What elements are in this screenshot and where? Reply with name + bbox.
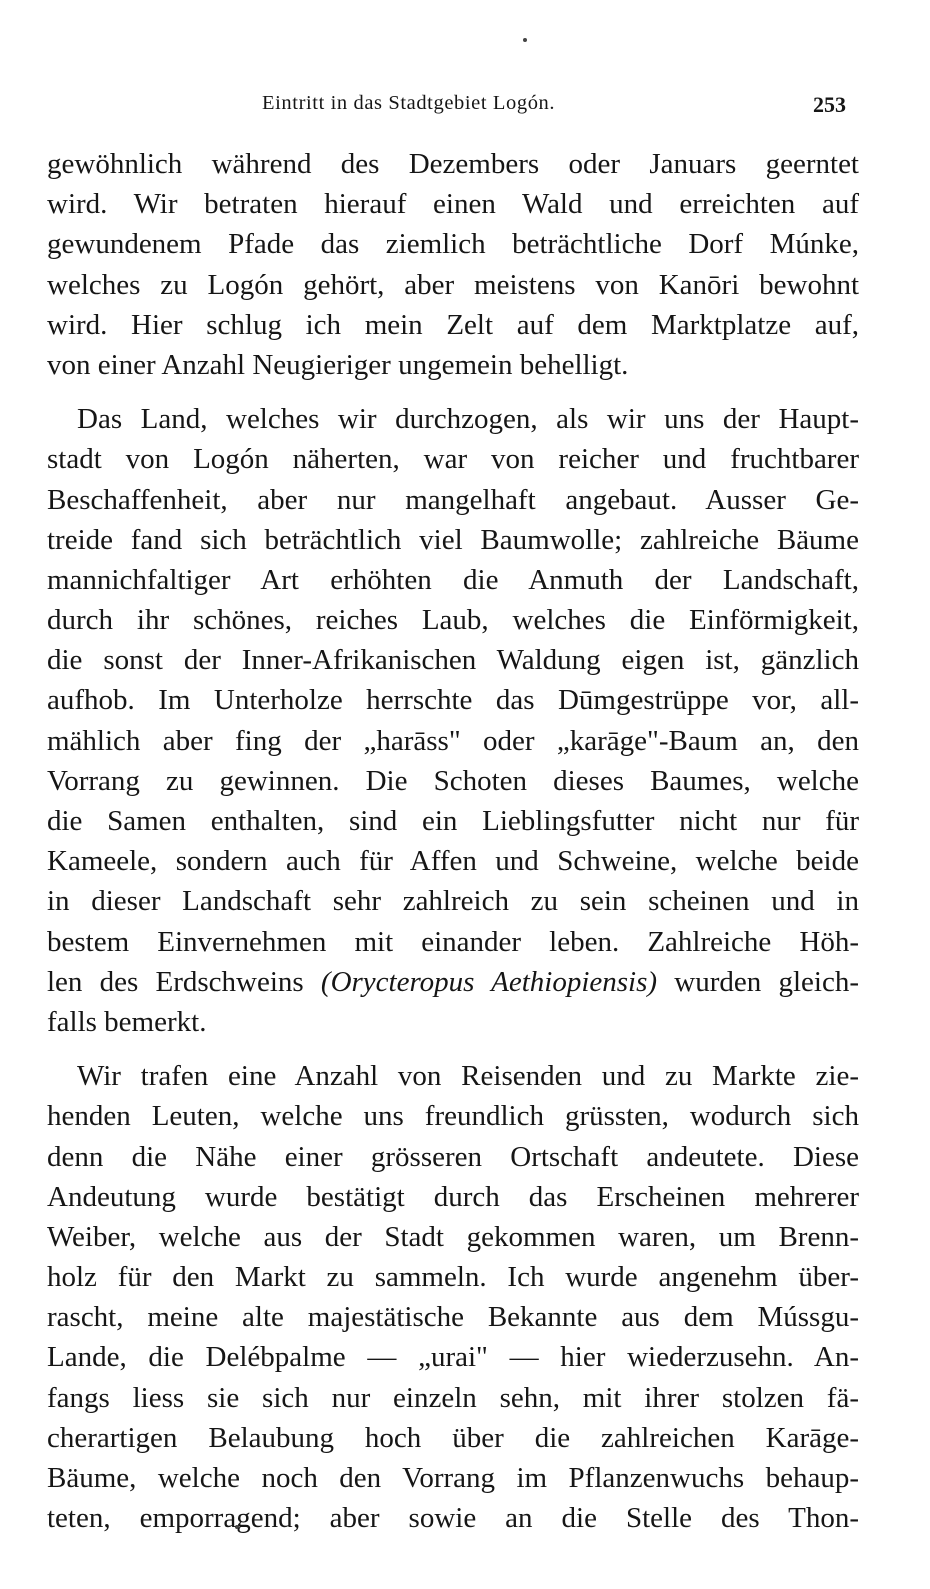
text-line: falls bemerkt. — [47, 1005, 207, 1038]
paragraph — [47, 399, 859, 1042]
text-line: aufhob. Im Unterholze herrschte das Dūmgestrüppe vor, all- — [47, 684, 859, 717]
text-line: Lande, die Delébpalme — „urai" — hier wiederzusehn. An- — [47, 1341, 859, 1374]
text-line: welches zu Logón gehört, aber meistens von Kanōri bewohnt — [47, 268, 859, 301]
text-line: von einer Anzahl Neugieriger ungemein behelligt. — [47, 348, 629, 381]
text-line: cherartigen Belaubung hoch über die zahlreichen Karāge- — [47, 1421, 859, 1454]
text-run: len des Erdschweins — [47, 965, 321, 998]
paragraph — [47, 1056, 859, 1538]
page-number: 253 — [813, 92, 846, 117]
running-header: Eintritt in das Stadtgebiet Logón. — [262, 92, 556, 114]
text-line: Vorrang zu gewinnen. Die Schoten dieses Baumes, welche — [47, 764, 859, 797]
text-line: durch ihr schönes, reiches Laub, welches die Einförmigkeit, — [47, 604, 859, 637]
text-line: gewundenem Pfade das ziemlich beträchtliche Dorf Múnke, — [47, 228, 859, 261]
print-speck — [523, 38, 527, 42]
text-line: in dieser Landschaft sehr zahlreich zu sein scheinen und in — [47, 885, 859, 918]
text-line: henden Leuten, welche uns freundlich grüssten, wodurch sich — [47, 1100, 859, 1133]
text-line: die sonst der Inner-Afrikanischen Waldung eigen ist, gänzlich — [47, 644, 859, 677]
text-line: Beschaffenheit, aber nur mangelhaft angebaut. Ausser Ge- — [47, 483, 859, 516]
text-line: Kameele, sondern auch für Affen und Schweine, welche beide — [47, 845, 859, 878]
paragraph — [47, 144, 859, 385]
text-line: Weiber, welche aus der Stadt gekommen waren, um Brenn- — [47, 1220, 859, 1253]
text-line: mannichfaltiger Art erhöhten die Anmuth der Landschaft, — [47, 563, 859, 596]
body-text — [47, 144, 859, 1552]
text-line: treide fand sich beträchtlich viel Baumwolle; zahlreiche Bäume — [47, 523, 859, 556]
text-line: Wir trafen eine Anzahl von Reisenden und zu Markte zie- — [77, 1060, 859, 1093]
text-line: rascht, meine alte majestätische Bekannte aus dem Mússgu- — [47, 1301, 859, 1334]
text-line: die Samen enthalten, sind ein Lieblingsfutter nicht nur für — [47, 805, 859, 837]
text-line: teten, emporragend; aber sowie an die Stelle des Thon- — [47, 1502, 859, 1535]
text-line: Das Land, welches wir durchzogen, als wir uns der Haupt- — [77, 403, 859, 436]
text-line: gewöhnlich während des Dezembers oder Januars geerntet — [47, 148, 859, 180]
text-line: holz für den Markt zu sammeln. Ich wurde angenehm über- — [47, 1261, 859, 1294]
text-line: Bäume, welche noch den Vorrang im Pflanzenwuchs behaup- — [47, 1462, 859, 1494]
text-line: mählich aber fing der „harāss" oder „karāge"-Baum an, den — [47, 724, 859, 757]
text-line: bestem Einvernehmen mit einander leben. Zahlreiche Höh- — [47, 925, 859, 958]
text-line: denn die Nähe einer grösseren Ortschaft andeutete. Diese — [47, 1140, 859, 1173]
text-line: wird. Hier schlug ich mein Zelt auf dem Marktplatze auf, — [47, 308, 859, 341]
species-name-italic: (Orycteropus Aethiopiensis) — [320, 965, 658, 998]
text-line: wird. Wir betraten hierauf einen Wald und erreichten auf — [47, 188, 859, 221]
text-line: stadt von Logón näherten, war von reicher und fruchtbarer — [47, 443, 859, 476]
text-run: wurden gleich- — [657, 965, 859, 998]
text-line: fangs liess sie sich nur einzeln sehn, mit ihrer stolzen fä- — [47, 1381, 859, 1414]
text-line-with-italic — [47, 962, 859, 1002]
text-line: Andeutung wurde bestätigt durch das Erscheinen mehrerer — [47, 1180, 859, 1213]
